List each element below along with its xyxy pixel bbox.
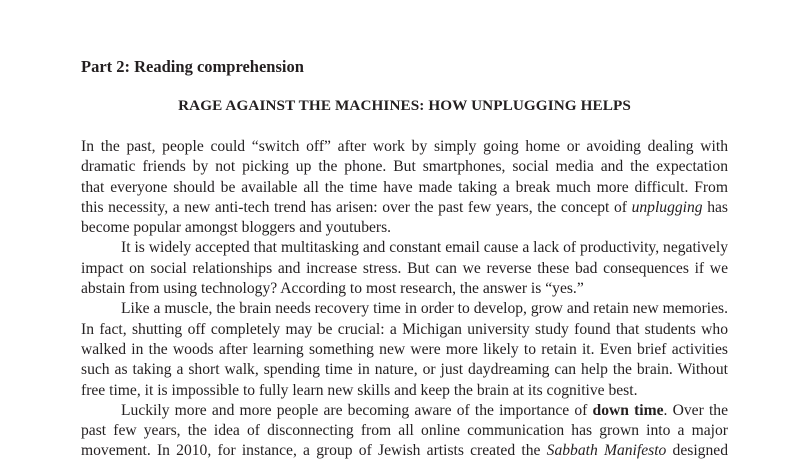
text-line: In fact, shutting off completely may be crucial: a Michigan university study found that students who [81, 320, 728, 338]
text-line: abstain from using technology? According to most research, the answer is “yes.” [81, 280, 584, 298]
text-line: such as taking a short walk, spending time in nature, or just daydreaming can help the brain. Without [81, 361, 728, 379]
text-line: In the past, people could “switch off” after work by simply going home or avoiding dealing with [81, 138, 728, 155]
text-line [81, 441, 728, 461]
section-title: Part 2: Reading comprehension [81, 57, 304, 76]
text-run: has [702, 198, 728, 216]
text-line: It is widely accepted that multitasking and constant email cause a lack of productivity, negatively [121, 239, 728, 257]
paragraph-1 [81, 137, 728, 238]
article-body [81, 137, 728, 462]
article-title: RAGE AGAINST THE MACHINES: HOW UNPLUGGING HELPS [178, 97, 631, 114]
text-line: impact on social relationships and increase stress. But can we reverse these bad consequences if we [81, 259, 728, 277]
text-line: become popular amongst bloggers and youtubers. [81, 219, 392, 237]
text-line: dramatic friends by not picking up the phone. But smartphones, social media and the expectation [81, 158, 728, 176]
text-run: movement. In 2010, for instance, a group of Jewish artists created the [81, 442, 547, 460]
text-run: designed [666, 442, 728, 460]
text-line [81, 198, 728, 218]
bold-term: down time [592, 401, 664, 419]
text-line: Like a muscle, the brain needs recovery time in order to develop, grow and retain new memories. [121, 300, 728, 318]
text-line: past few years, the idea of disconnecting from all online communication has grown into a major [81, 422, 728, 440]
paragraph-4 [81, 401, 728, 462]
text-line [81, 401, 728, 421]
text-line: walked in the woods after learning something new were more likely to retain it. Even brief activities [81, 340, 728, 358]
emphasized-term: unplugging [631, 198, 703, 216]
paragraph-2 [81, 238, 728, 299]
emphasized-term: Sabbath Manifesto [546, 442, 667, 460]
text-run: Luckily more and more people are becoming aware of the importance of [121, 401, 593, 419]
text-run: this necessity, a new anti-tech trend has arisen: over the past few years, the concept of [81, 198, 632, 216]
text-run: . Over the [663, 401, 728, 419]
text-line: that everyone should be available all the time have made taking a break much more difficult. From [81, 178, 728, 196]
text-line: free time, it is impossible to fully learn new skills and keep the brain at its cognitive best. [81, 381, 638, 399]
paragraph-3 [81, 299, 728, 400]
